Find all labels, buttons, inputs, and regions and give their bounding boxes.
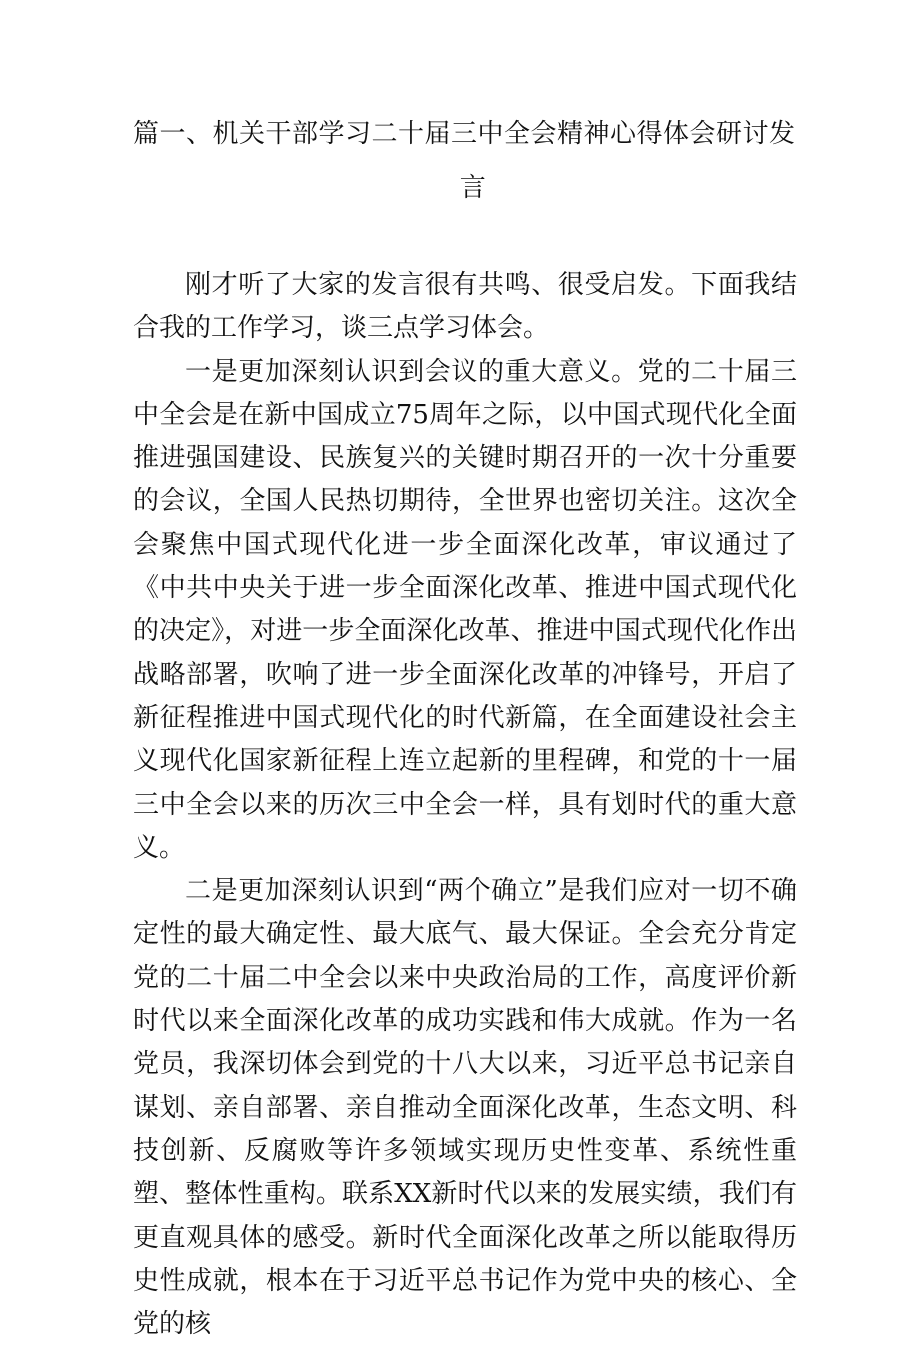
paragraph-point-one: 一是更加深刻认识到会议的重大意义。党的二十届三中全会是在新中国成立75周年之际，以中国式现代化全面推进强国建设、民族复兴的关键时期召开的一次十分重要的会议，全国人民热切期待，全世界也密切关注。这次全会聚焦中国式现代化进一步全面深化改革，审议通过了《中共中央关于进一步全面深化改革、推进中国式现代化的决定》，对进一步全面深化改革、推进中国式现代化作出战略部署，吹响了进一步全面深化改革的冲锋号，开启了新征程推进中国式现代化的时代新篇，在全面建设社会主义现代化国家新征程上连立起新的里程碑，和党的十一届三中全会以来的历次三中全会一样，具有划时代的重大意义。 [133, 356, 797, 863]
document-title-line-1: 篇一、机关干部学习二十届三中全会精神心得体会研讨发 [133, 119, 796, 149]
document-title [133, 108, 796, 214]
document-body [133, 264, 797, 1346]
paragraph-point-two: 二是更加深刻认识到“两个确立”是我们应对一切不确定性的最大确定性、最大底气、最大保证。全会充分肯定党的二十届二中全会以来中央政治局的工作，高度评价新时代以来全面深化改革的成功实践和伟大成就。作为一名党员，我深切体会到党的十八大以来，习近平总书记亲自谋划、亲自部署、亲自推动全面深化改革，生态文明、科技创新、反腐败等许多领域实现历史性变革、系统性重塑、整体性重构。联系XX新时代以来的发展实绩，我们有更直观具体的感受。新时代全面深化改革之所以能取得历史性成就，根本在于习近平总书记作为党中央的核心、全党的核 [133, 876, 797, 1340]
paragraph-intro: 刚才听了大家的发言很有共鸣、很受启发。下面我结合我的工作学习，谈三点学习体会。 [133, 270, 797, 344]
document-title-line-2: 言 [459, 173, 487, 203]
